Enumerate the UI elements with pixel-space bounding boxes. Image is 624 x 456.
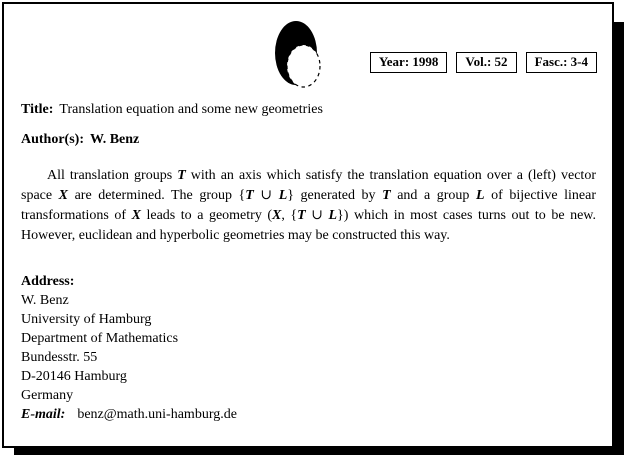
abstract-content [21,100,596,424]
address-block [21,272,596,424]
title-line [21,100,596,120]
author-text: W. Benz [90,132,140,147]
address-line: D-20146 Hamburg [21,369,127,384]
email-label: E-mail: [21,407,66,422]
author-label: Author(s): [21,132,84,147]
journal-crescent-logo-icon [273,20,321,92]
title-text: Translation equation and some new geometries [59,102,323,117]
title-label: Title: [21,102,54,117]
volume-badge: Vol.: 52 [456,52,516,73]
author-line [21,130,596,150]
abstract-card [2,2,614,448]
address-line: Germany [21,388,74,403]
address-line: Bundesstr. 55 [21,350,98,365]
fascicle-badge: Fasc.: 3-4 [526,52,597,73]
year-badge: Year: 1998 [370,52,448,73]
address-line: University of Hamburg [21,312,152,327]
address-line: Department of Mathematics [21,331,179,346]
email-value: benz@math.uni-hamburg.de [77,407,237,422]
address-line: W. Benz [21,293,69,308]
abstract-text: All translation groups T with an axis which satisfy the translation equation over a (left) vector space X are determined. The group {T ∪ L} generated by T and a group L of bijective linear transformations of X leads to a geometry (X, {T ∪ L}) which in most cases turns out to be new. However, euclidean and hyperbolic geometries may be constructed this way. [21,168,596,243]
address-label: Address: [21,274,75,289]
issue-badges [370,52,597,73]
email-line [21,405,596,424]
